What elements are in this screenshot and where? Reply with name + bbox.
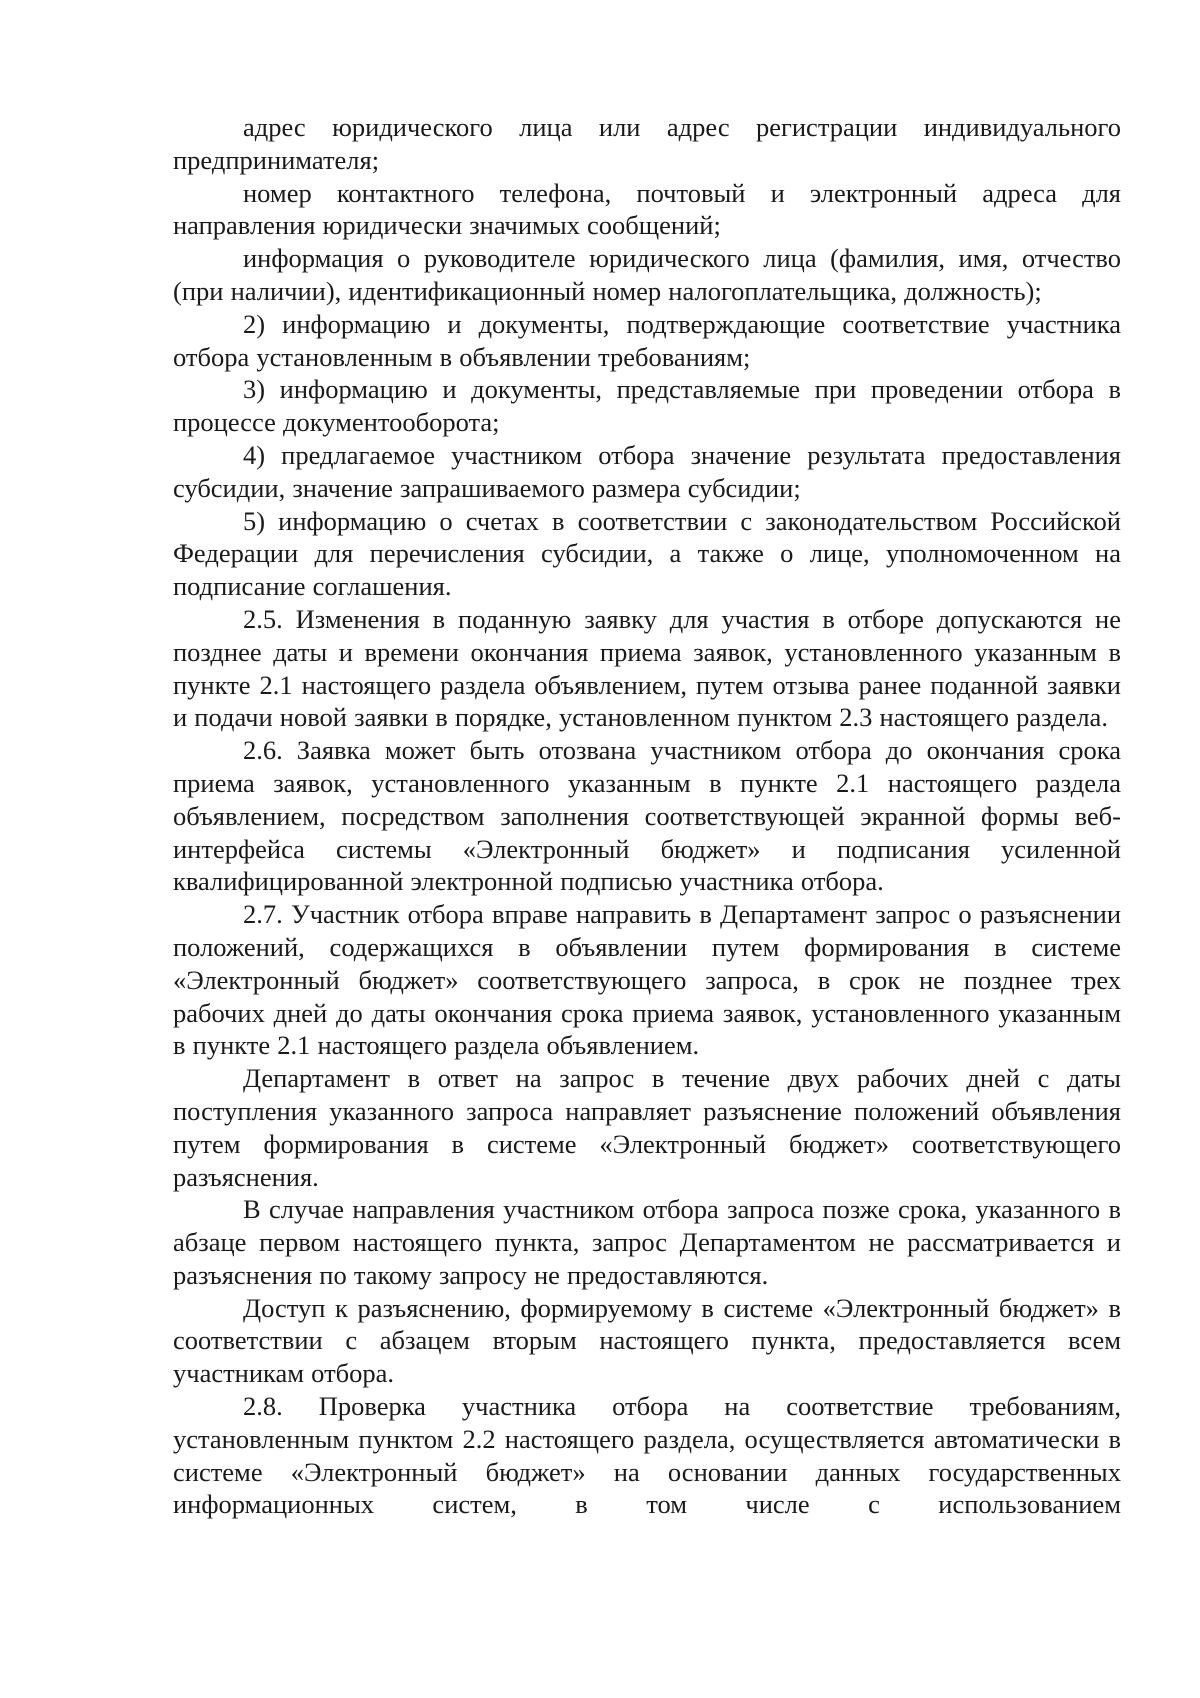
paragraph-department-response: Департамент в ответ на запрос в течение двух рабочих дней с даты поступления указанного запроса направляет разъяснение положений объявления путем формирования в системе «Электронный бюджет» соответствующего разъяснения. xyxy=(173,1063,1121,1192)
paragraph-section-2-6: 2.6. Заявка может быть отозвана участником отбора до окончания срока приема заявок, установленного указанным в пункте 2.1 настоящего раздела объявлением, посредством заполнения соответствующей экранной формы веб-интерфейса системы «Электронный бюджет» и подписания усиленной квалифицированной электронной подписью участника отбора. xyxy=(173,735,1121,897)
document-page xyxy=(173,111,1121,1521)
paragraph-section-2-8: 2.8. Проверка участника отбора на соответствие требованиям, установленным пунктом 2.2 настоящего раздела, осуществляется автоматически в системе «Электронный бюджет» на основании данных государственных информационных систем, в том числе с использованием xyxy=(173,1391,1121,1520)
paragraph-contact-phone: номер контактного телефона, почтовый и электронный адреса для направления юридически значимых сообщений; xyxy=(173,177,1121,241)
paragraph-head-info: информация о руководителе юридического лица (фамилия, имя, отчество (при наличии), идентификационный номер налогоплательщика, должность); xyxy=(173,243,1121,306)
paragraph-legal-address: адрес юридического лица или адрес регистрации индивидуального предпринимателя; xyxy=(173,112,1121,175)
paragraph-item-4: 4) предлагаемое участником отбора значение результата предоставления субсидии, значение запрашиваемого размера субсидии; xyxy=(173,439,1121,503)
paragraph-section-2-7: 2.7. Участник отбора вправе направить в Департамент запрос о разъяснении положений, содержащихся в объявлении путем формирования в системе «Электронный бюджет» соответствующего запроса, в срок не позднее трех рабочих дней до даты окончания срока приема заявок, установленного указанным в пункте 2.1 настоящего раздела объявлением. xyxy=(173,899,1121,1061)
paragraph-section-2-5: 2.5. Изменения в поданную заявку для участия в отборе допускаются не позднее даты и времени окончания приема заявок, установленного указанным в пункте 2.1 настоящего раздела объявлением, путем отзыва ранее поданной заявки и подачи новой заявки в порядке, установленном пунктом 2.3 настоящего раздела. xyxy=(173,603,1121,733)
paragraph-late-request: В случае направления участником отбора запроса позже срока, указанного в абзаце первом настоящего пункта, запрос Департаментом не рассматривается и разъяснения по такому запросу не предоставляются. xyxy=(173,1194,1121,1290)
paragraph-item-2: 2) информацию и документы, подтверждающие соответствие участника отбора установленным в объявлении требованиям; xyxy=(173,308,1121,372)
paragraph-access-clarification: Доступ к разъяснению, формируемому в системе «Электронный бюджет» в соответствии с абзацем вторым настоящего пункта, предоставляется всем участникам отбора. xyxy=(173,1292,1121,1389)
paragraph-item-5: 5) информацию о счетах в соответствии с законодательством Российской Федерации для перечисления субсидии, а также о лице, уполномоченном на подписание соглашения. xyxy=(173,505,1121,602)
paragraph-item-3: 3) информацию и документы, представляемые при проведении отбора в процессе документооборота; xyxy=(173,374,1121,438)
